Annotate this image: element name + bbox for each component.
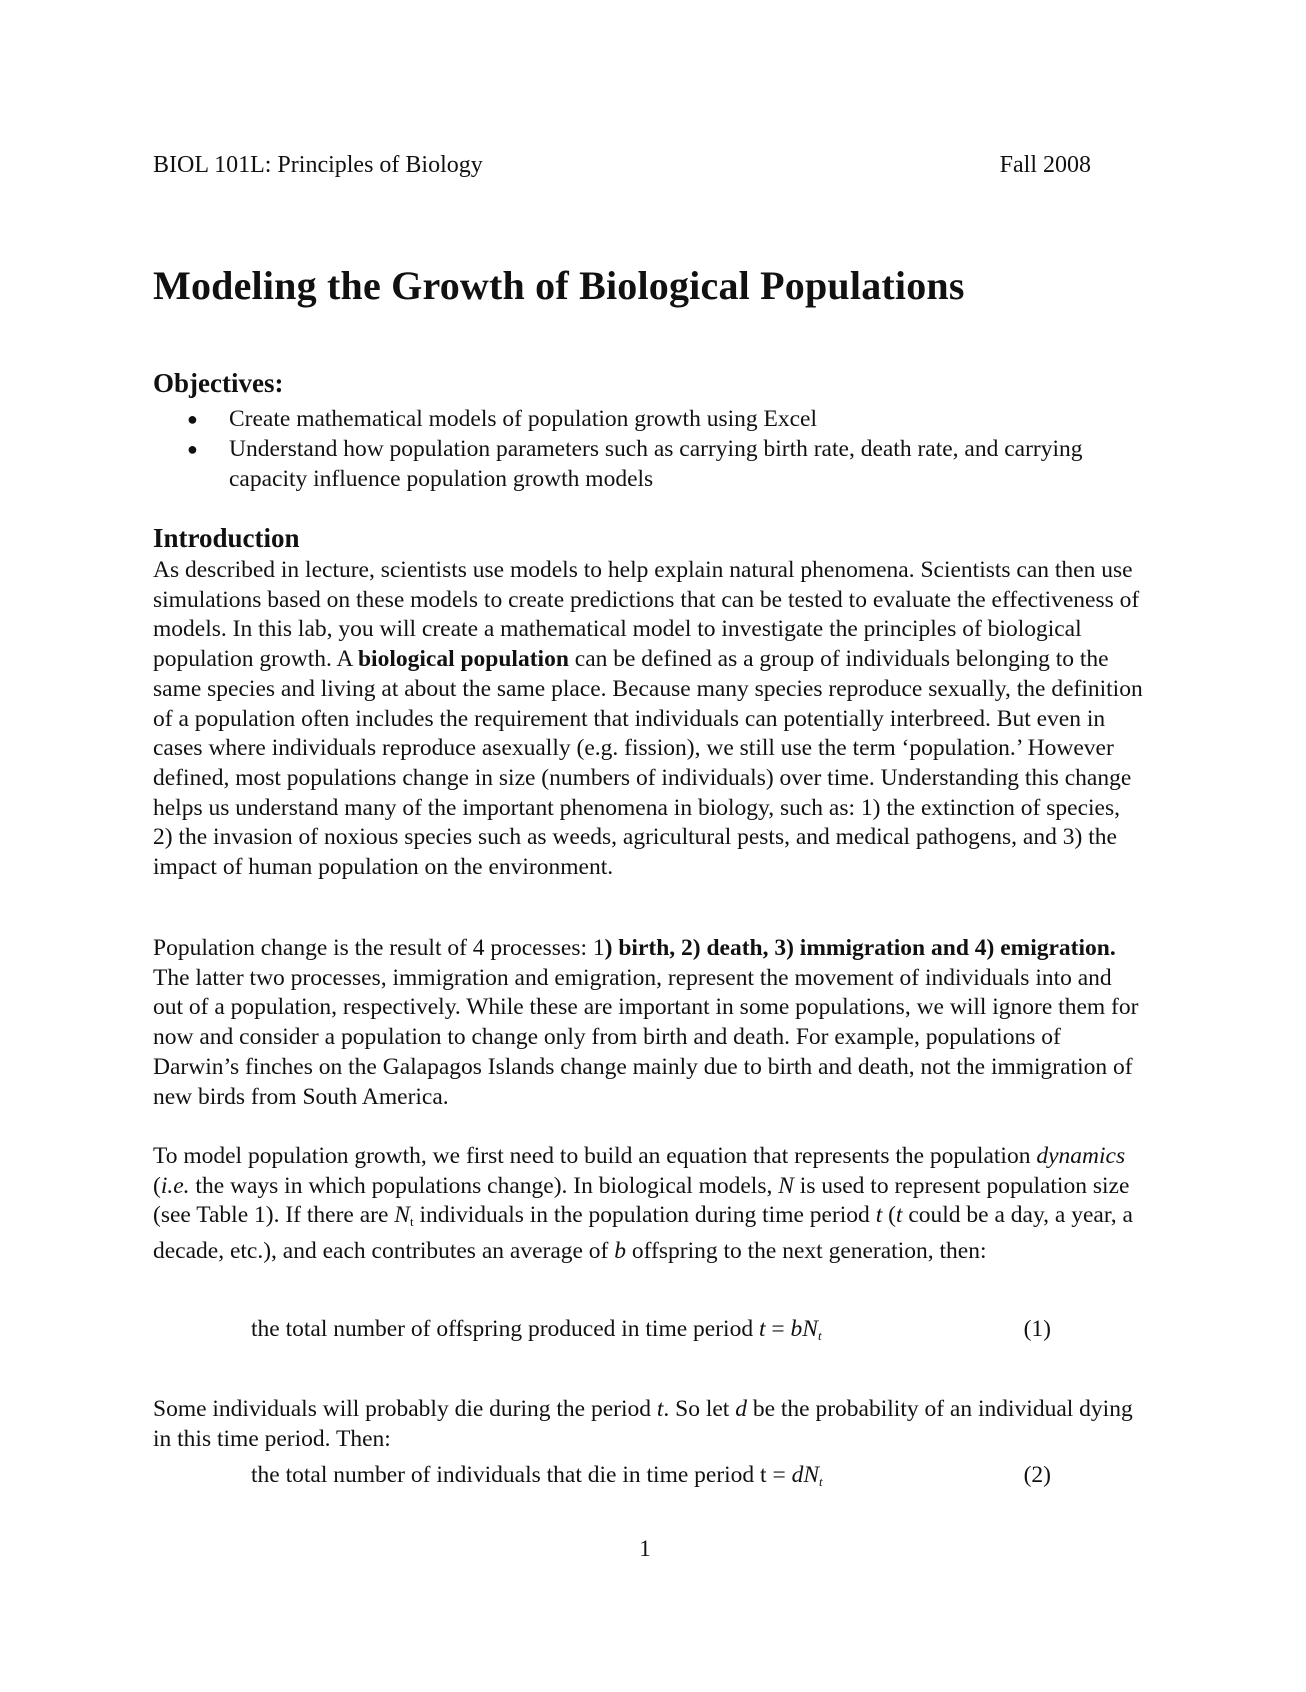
text-run: ( [882, 1202, 896, 1229]
variable: N [394, 1202, 410, 1229]
bullet-icon: ● [187, 409, 198, 429]
text-run: the total number of individuals that die in time period t = [251, 1462, 792, 1488]
equation-number: (2) [1023, 1462, 1051, 1488]
course-header: BIOL 101L: Principles of Biology [153, 152, 483, 178]
equation-2 [251, 1462, 1051, 1490]
variable: t [758, 1316, 766, 1342]
list-item [153, 404, 1113, 434]
objectives-heading: Objectives: [153, 368, 284, 398]
term-header: Fall 2008 [999, 152, 1091, 178]
intro-paragraph-4 [153, 1395, 1143, 1454]
text-run: The latter two processes, immigration and emigration, represent the movement of individuals into and out of a population, respectively. While these are important in some populations, we will ignore them for now and consider a population to change only from birth and death. For example, populations of Darwin’s finches on the Galapagos Islands change mainly due to birth and death, not the immigration of new birds from South America. [153, 964, 1139, 1110]
list-item [153, 434, 1113, 494]
text-run: be the probability of an individual dying in this time period. Then: [153, 1396, 1133, 1452]
text-run: offspring to the next generation, then: [626, 1238, 987, 1265]
variable: b [614, 1238, 627, 1265]
objective-text: Create mathematical models of population growth using Excel [229, 406, 817, 432]
intro-paragraph-2 [153, 934, 1143, 1112]
subscript: t [819, 1474, 823, 1489]
objectives-list [153, 404, 1113, 494]
text-run: Population change is the result of 4 processes: 1 [153, 935, 605, 961]
variable: t [656, 1396, 664, 1422]
bullet-icon: ● [187, 439, 198, 459]
objective-text: Understand how population parameters such as carrying birth rate, death rate, and carrying capacity influence population growth models [229, 436, 1083, 492]
variable: d [735, 1396, 747, 1422]
italic-term: dynamics [1036, 1143, 1126, 1169]
text-run: Some individuals will probably die during the period [153, 1396, 657, 1422]
equation-1 [251, 1316, 1051, 1344]
variable: t [875, 1202, 883, 1229]
text-run: the total number of offspring produced in time period [251, 1316, 759, 1342]
bold-term: ) birth, 2) death, 3) immigration and 4) emigration. [604, 935, 1116, 961]
intro-paragraph-1 [153, 556, 1143, 883]
subscript: t [409, 1214, 414, 1230]
variable: N [778, 1172, 794, 1199]
text-run: the ways in which populations change). In biological models, [189, 1172, 779, 1199]
equation-expression: dN [791, 1462, 820, 1488]
text-run: is used to represent population size (see Table 1). If there are [153, 1172, 1130, 1229]
variable: t [895, 1202, 903, 1229]
text-run: could be a day, a year, a decade, etc.), and each contributes an average of [153, 1202, 1133, 1265]
bold-term: biological population [357, 646, 569, 673]
equation-number: (1) [1023, 1316, 1051, 1342]
text-run: . So let [663, 1396, 736, 1422]
text-run: ( [153, 1172, 161, 1199]
text-run: can be defined as a group of individuals belonging to the same species and living at about the same place. Because many species reproduce sexually, the definition of a population often includes the requirement that individuals can potentially interbreed. But even in cases where individuals reproduce asexually (e.g. fission), we still use the term ‘population.’ However defined, most populations change in size (numbers of individuals) over time. Understanding this change helps us understand many of the important phenomena in biology, such as: 1) the extinction of species, 2) the invasion of noxious species such as weeds, agricultural pests, and medical pathogens, and 3) the impact of human population on the environment. [153, 646, 1143, 881]
text-run: individuals in the population during time period [413, 1202, 876, 1229]
text-run: = [765, 1316, 791, 1342]
subscript: t [817, 1328, 822, 1343]
page-number: 1 [639, 1536, 651, 1561]
introduction-heading: Introduction [153, 523, 300, 553]
document-title: Modeling the Growth of Biological Populations [153, 263, 965, 308]
italic-term: i.e. [160, 1172, 190, 1199]
equation-expression: bN [790, 1316, 818, 1342]
text-run: To model population growth, we first need to build an equation that represents the population [153, 1143, 1037, 1169]
text-run: As described in lecture, scientists use models to help explain natural phenomena. Scientists can then use simulations based on these models to create predictions that can be tested to evaluate the effectiveness of models. In this lab, you will create a mathematical model to investigate the principles of biological population growth. A [153, 557, 1140, 673]
intro-paragraph-3 [153, 1142, 1143, 1267]
